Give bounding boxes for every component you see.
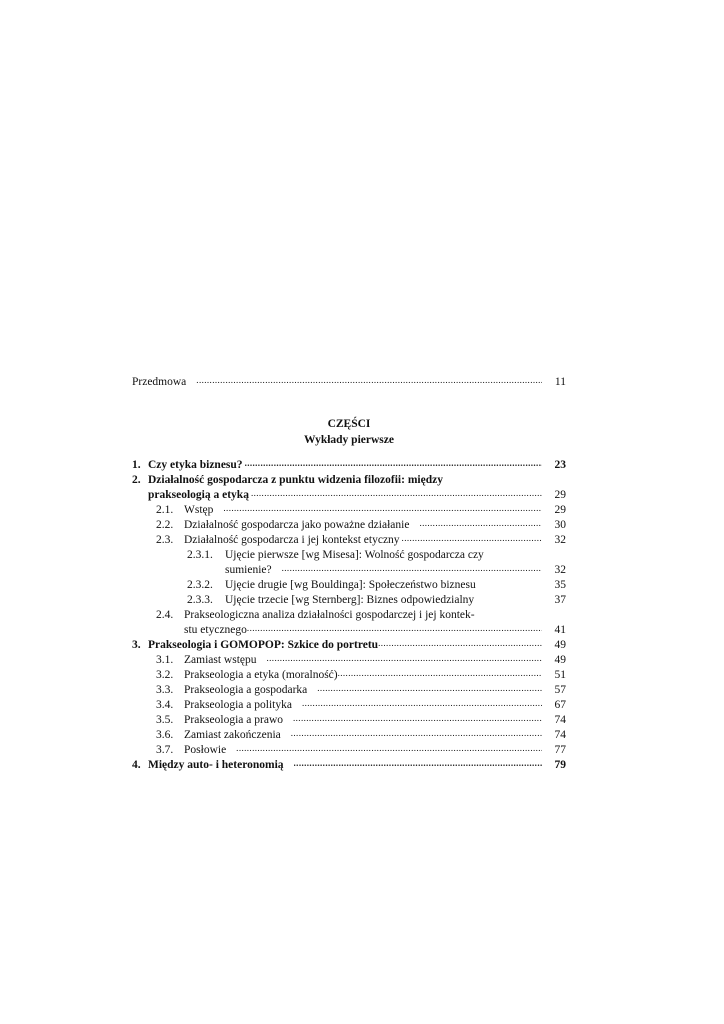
- toc-entry-number: 3.6.: [156, 729, 174, 741]
- toc-entry-page: 35: [554, 579, 566, 591]
- toc-entry-label: Posłowie: [184, 744, 227, 756]
- toc-entry-number: 3.: [132, 639, 141, 651]
- toc-entry-page: 30: [554, 519, 566, 531]
- toc-entry-page: 32: [554, 534, 566, 546]
- toc-entry-page: 37: [554, 594, 566, 606]
- toc-entry-2-3-3[interactable]: [132, 593, 566, 608]
- toc-entry-label: Ujęcie pierwsze [wg Misesa]: Wolność gospodarcza czy: [225, 549, 484, 561]
- toc-entry-number: 3.1.: [156, 654, 174, 666]
- toc-entry-page: 29: [554, 504, 566, 516]
- dot-leader: [282, 561, 542, 576]
- toc-entry-number: 4.: [132, 759, 141, 771]
- toc-entry-number: 1.: [132, 459, 141, 471]
- toc-entry-1[interactable]: [132, 458, 566, 473]
- toc-entry-page: 79: [554, 759, 566, 771]
- toc-entry-page: 51: [554, 669, 566, 681]
- toc-entry-2-3-2[interactable]: [132, 578, 566, 593]
- toc-entry-preface[interactable]: [132, 375, 566, 390]
- dot-leader: [245, 456, 542, 471]
- table-of-contents: [132, 375, 566, 773]
- toc-entry-number: 2.: [132, 474, 141, 486]
- toc-entry-label: Przedmowa: [132, 376, 187, 388]
- toc-entry-page: 57: [554, 684, 566, 696]
- dot-leader: [294, 756, 542, 771]
- part-title: CZĘŚCI: [327, 418, 371, 430]
- toc-entry-label: Działalność gospodarcza z punktu widzenia filozofii: między: [148, 474, 443, 486]
- toc-entry-label: Ujęcie trzecie [wg Sternberg]: Biznes odpowiedzialny: [225, 594, 475, 606]
- toc-entry-number: 2.3.: [156, 534, 174, 546]
- toc-entry-page: 41: [554, 624, 566, 636]
- toc-entry-label: Działalność gospodarcza jako poważne działanie: [184, 519, 410, 531]
- toc-entry-page: 77: [554, 744, 566, 756]
- toc-entry-label: Działalność gospodarcza i jej kontekst etyczny: [184, 534, 400, 546]
- toc-entry-label: Prakseologia a polityka: [184, 699, 292, 711]
- dot-leader: [236, 741, 542, 756]
- toc-entry-page: 23: [554, 459, 566, 471]
- toc-entry-page: 74: [554, 714, 566, 726]
- part-subtitle: Wykłady pierwsze: [304, 434, 394, 446]
- toc-entry-page: 74: [554, 729, 566, 741]
- dot-leader: [378, 636, 542, 651]
- toc-entry-page: 32: [554, 564, 566, 576]
- toc-entry-page: 29: [554, 489, 566, 501]
- toc-entry-number: 2.1.: [156, 504, 174, 516]
- toc-entry-label: Prakseologia a etyka (moralność): [184, 669, 338, 681]
- toc-entry-label: Prakseologia a prawo: [184, 714, 283, 726]
- toc-entry-label: Wstęp: [184, 504, 214, 516]
- dot-leader: [223, 501, 542, 516]
- dot-leader: [251, 486, 542, 501]
- dot-leader: [291, 726, 542, 741]
- toc-entry-number: 2.3.3.: [187, 594, 213, 606]
- toc-entry-number: 2.4.: [156, 609, 174, 621]
- toc-entry-label: Zamiast zakończenia: [184, 729, 281, 741]
- dot-leader: [317, 681, 542, 696]
- toc-entry-4[interactable]: [132, 758, 566, 773]
- dot-leader: [247, 621, 542, 636]
- toc-entry-label: Czy etyka biznesu?: [148, 459, 243, 471]
- toc-entry-label: Prakseologia i GOMOPOP: Szkice do portretu: [148, 639, 379, 651]
- toc-entry-number: 3.4.: [156, 699, 174, 711]
- dot-leader: [293, 711, 542, 726]
- toc-entry-label: Prakseologiczna analiza działalności gospodarczej i jej kontek-: [184, 609, 475, 621]
- toc-entry-number: 3.2.: [156, 669, 174, 681]
- dot-leader: [196, 373, 542, 388]
- toc-entry-2-3[interactable]: [132, 533, 566, 548]
- toc-entry-label: Zamiast wstępu: [184, 654, 257, 666]
- dot-leader: [402, 531, 542, 546]
- toc-entry-number: 3.7.: [156, 744, 174, 756]
- toc-entry-number: 2.3.2.: [187, 579, 213, 591]
- toc-entry-label-cont: stu etycznego: [184, 624, 247, 636]
- toc-entry-label: Między auto- i heteronomią: [148, 759, 284, 771]
- toc-entry-label-cont: prakseologią a etyką: [148, 489, 249, 501]
- toc-entry-page: 49: [554, 639, 566, 651]
- dot-leader: [267, 651, 543, 666]
- toc-entry-page: 11: [554, 376, 566, 388]
- toc-entry-number: 3.3.: [156, 684, 174, 696]
- toc-entry-page: 67: [554, 699, 566, 711]
- toc-entry-label: Prakseologia a gospodarka: [184, 684, 308, 696]
- dot-leader: [419, 516, 542, 531]
- toc-entry-number: 2.3.1.: [187, 549, 213, 561]
- toc-entry-number: 2.2.: [156, 519, 174, 531]
- toc-entry-2-3-1-cont[interactable]: [132, 563, 566, 578]
- toc-entry-page: 49: [554, 654, 566, 666]
- toc-entry-label: Ujęcie drugie [wg Bouldinga]: Społeczeństwo biznesu: [225, 579, 476, 591]
- dot-leader: [302, 696, 542, 711]
- toc-entry-label-cont: sumienie?: [225, 564, 272, 576]
- toc-entry-number: 3.5.: [156, 714, 174, 726]
- dot-leader: [338, 666, 542, 681]
